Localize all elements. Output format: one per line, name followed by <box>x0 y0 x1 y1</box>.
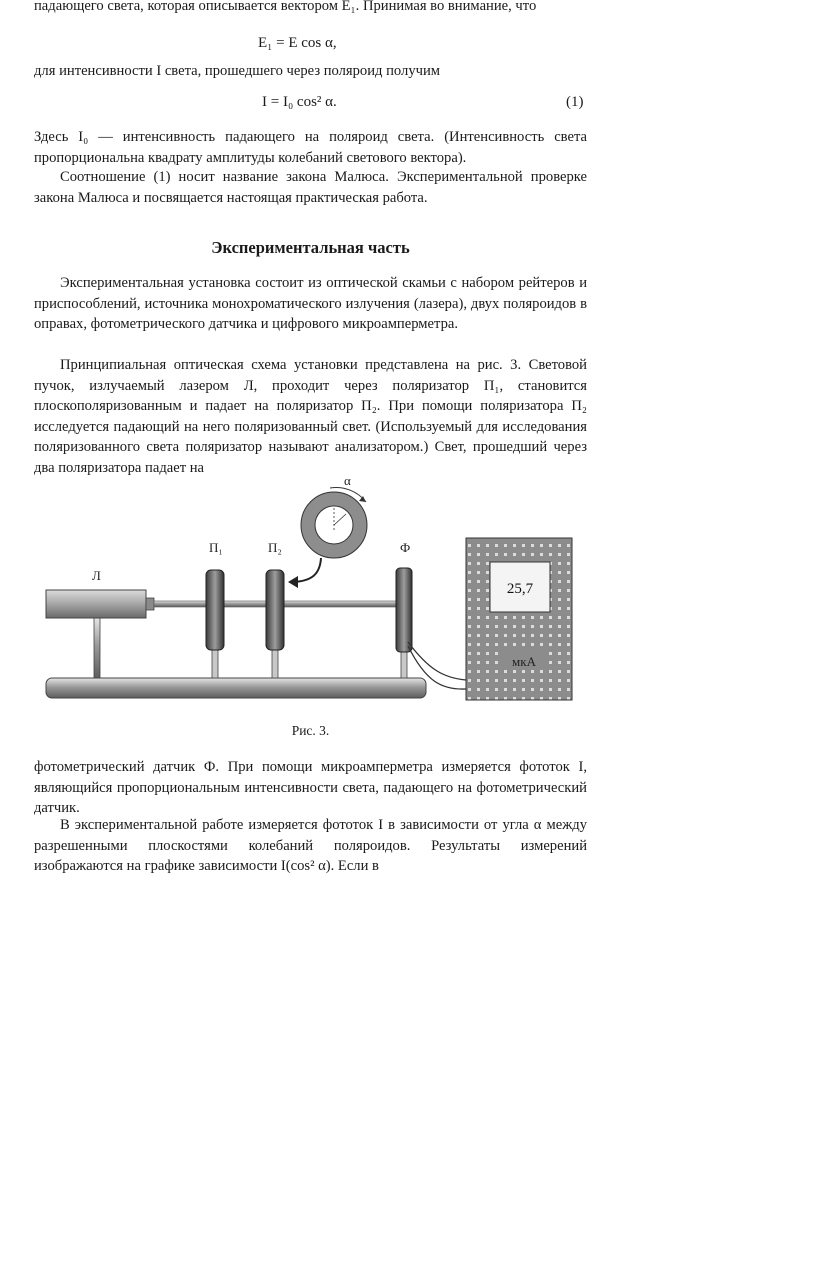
paragraph-here-I0: Здесь I₀ — интенсивность падающего на поляроид света. (Интенсивность света пропорциональна квадрату амплитуды колебаний светового вектора). <box>34 129 587 166</box>
paragraph-malus: Соотношение (1) носит название закона Малюса. Экспериментальной проверке закона Малюса и посвящается настоящая практическая работа. <box>34 169 587 206</box>
analyzer-inset <box>301 473 367 558</box>
paragraph-last: В экспериментальной работе измеряется фототок I в зависимости от угла α между разрешенными плоскостями колебаний поляроидов. Результаты измерений изображаются на графике зависимости I(cos² α). Если в <box>34 817 587 874</box>
microammeter <box>466 538 572 700</box>
alpha-label: α <box>344 473 351 488</box>
polarizer-p1 <box>206 570 224 678</box>
paragraph-scheme: Принципиальная оптическая схема установки представлена на рис. 3. Световой пучок, излучаемый лазером Л, проходит через поляризатор П₁, становится плоскополяризованным и падает на поляризатор П₂. При помощи поляризатора П₂ исследуется падающий на него поляризованный свет. (Используемый для исследования поляризованного света поляризатор называют анализатором.) Свет, прошедший через два поляризатора падает на <box>34 357 587 476</box>
laser <box>46 590 154 618</box>
label-laser: Л <box>92 568 101 583</box>
label-p2: П₂ <box>268 540 282 555</box>
polarizer-p2 <box>266 570 284 678</box>
figure-caption: Рис. 3. <box>291 723 330 738</box>
meter-value: 25,7 <box>506 581 534 597</box>
equation-number: (1) <box>566 94 584 110</box>
meter-unit: мкА <box>512 654 536 669</box>
paragraph-intro <box>34 0 587 17</box>
section-heading: Экспериментальная часть <box>211 238 410 257</box>
paragraph-setup: Экспериментальная установка состоит из оптической скамьи с набором рейтеров и приспособлений, источника монохроматического излучения (лазера), двух поляроидов в оправах, фотометрического датчика и цифрового микроамперметра. <box>34 275 587 332</box>
label-p1: П₁ <box>209 540 223 555</box>
label-detector: Ф <box>400 540 411 555</box>
equation-E1: E₁ = E cos α, <box>258 35 337 51</box>
paragraph-after-figure: фотометрический датчик Ф. При помощи микроамперметра измеряется фототок I, являющийся пропорциональным интенсивности света, падающего на фотометрический датчик. <box>34 759 587 816</box>
equation-malus: I = I₀ cos² α. <box>262 94 337 110</box>
laser-post <box>94 618 100 678</box>
intro-text: падающего света, которая описывается вектором E₁. Принимая во внимание, что <box>34 0 537 14</box>
photometric-detector <box>396 568 412 678</box>
setup-diagram <box>34 470 594 710</box>
optical-bench <box>46 678 426 698</box>
paragraph-intensity-intro: для интенсивности I света, прошедшего через поляроид получим <box>34 63 440 79</box>
